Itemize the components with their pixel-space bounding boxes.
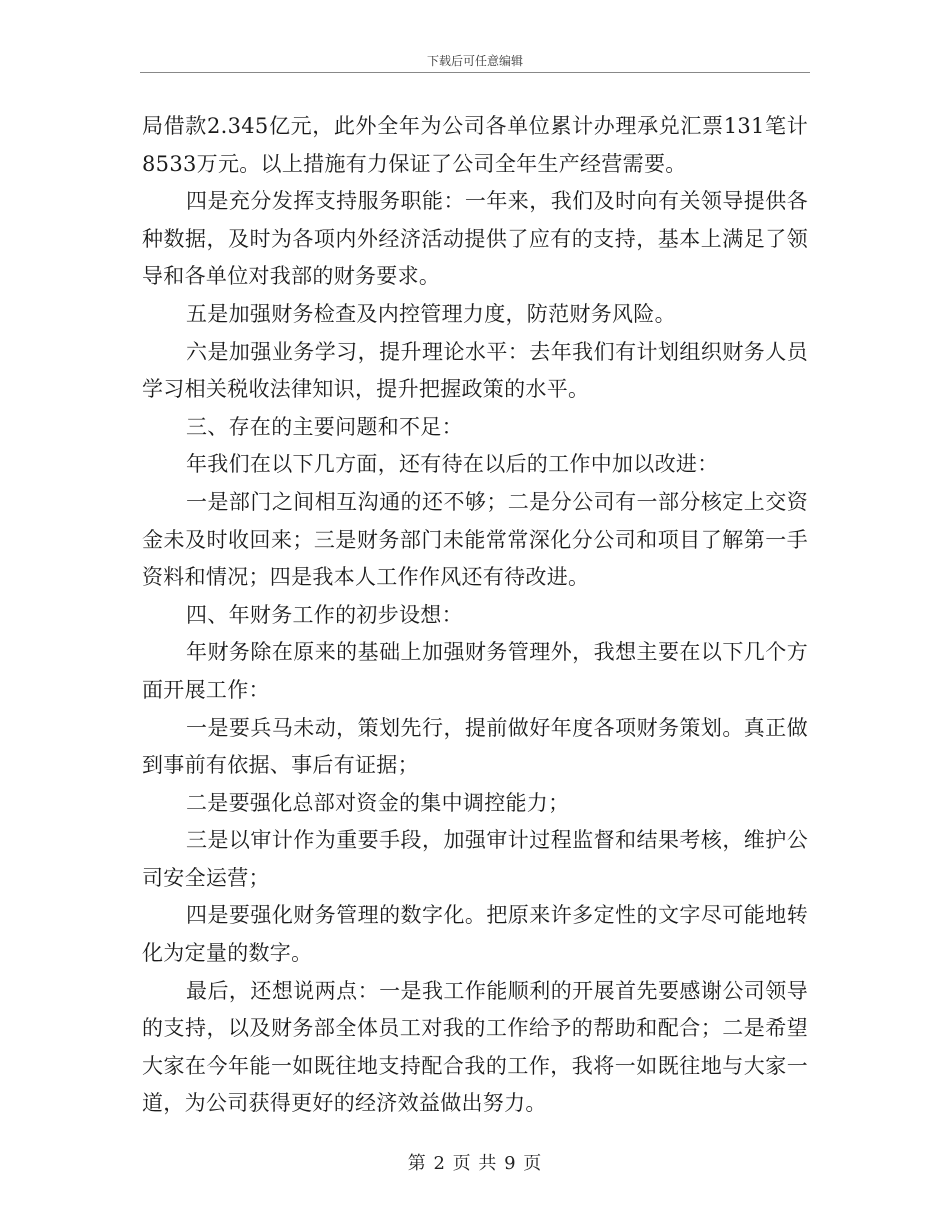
section-heading: 三、存在的主要问题和不足： [186,414,463,439]
paragraph: 年财务除在原来的基础上加强财务管理外，我想主要在以下几个方面开展工作： [142,640,808,702]
paragraph: 局借款2.345亿元，此外全年为公司各单位累计办理承兑汇票131笔计8533万元。以上措施有力保证了公司全年生产经营需要。 [142,114,808,176]
page-number: 第 2 页 共 9 页 [407,1153,543,1174]
paragraph: 五是加强财务检查及内控管理力度，防范财务风险。 [186,301,676,326]
paragraph: 四是充分发挥支持服务职能：一年来，我们及时向有关领导提供各种数据，及时为各项内外经济活动提供了应有的支持，基本上满足了领导和各单位对我部的财务要求。 [142,189,808,289]
paragraph: 四是要强化财务管理的数字化。把原来许多定性的文字尽可能地转化为定量的数字。 [142,903,808,966]
header-divider [140,72,810,73]
page-header: 下载后可任意编辑 [426,54,523,68]
paragraph: 一是要兵马未动，策划先行，提前做好年度各项财务策划。真正做到事前有依据、事后有证据； [142,715,808,778]
paragraph: 年我们在以下几方面，还有待在以后的工作中加以改进： [186,452,719,477]
document-body [142,108,808,1123]
section-heading: 四、年财务工作的初步设想： [186,602,463,627]
paragraph: 一是部门之间相互沟通的还不够；二是分公司有一部分核定上交资金未及时收回来；三是财务部门未能常常深化分公司和项目了解第一手资料和情况；四是我本人工作作风还有待改进。 [142,489,808,590]
paragraph: 二是要强化总部对资金的集中调控能力； [186,790,570,815]
paragraph: 六是加强业务学习，提升理论水平：去年我们有计划组织财务人员学习相关税收法律知识，提升把握政策的水平。 [142,339,808,402]
paragraph: 最后，还想说两点：一是我工作能顺利的开展首先要感谢公司领导的支持，以及财务部全体员工对我的工作给予的帮助和配合；二是希望大家在今年能一如既往地支持配合我的工作，我将一如既往地与大家一道，为公司获得更好的经济效益做出努力。 [142,978,808,1116]
paragraph: 三是以审计作为重要手段，加强审计过程监督和结果考核，维护公司安全运营； [142,828,808,890]
